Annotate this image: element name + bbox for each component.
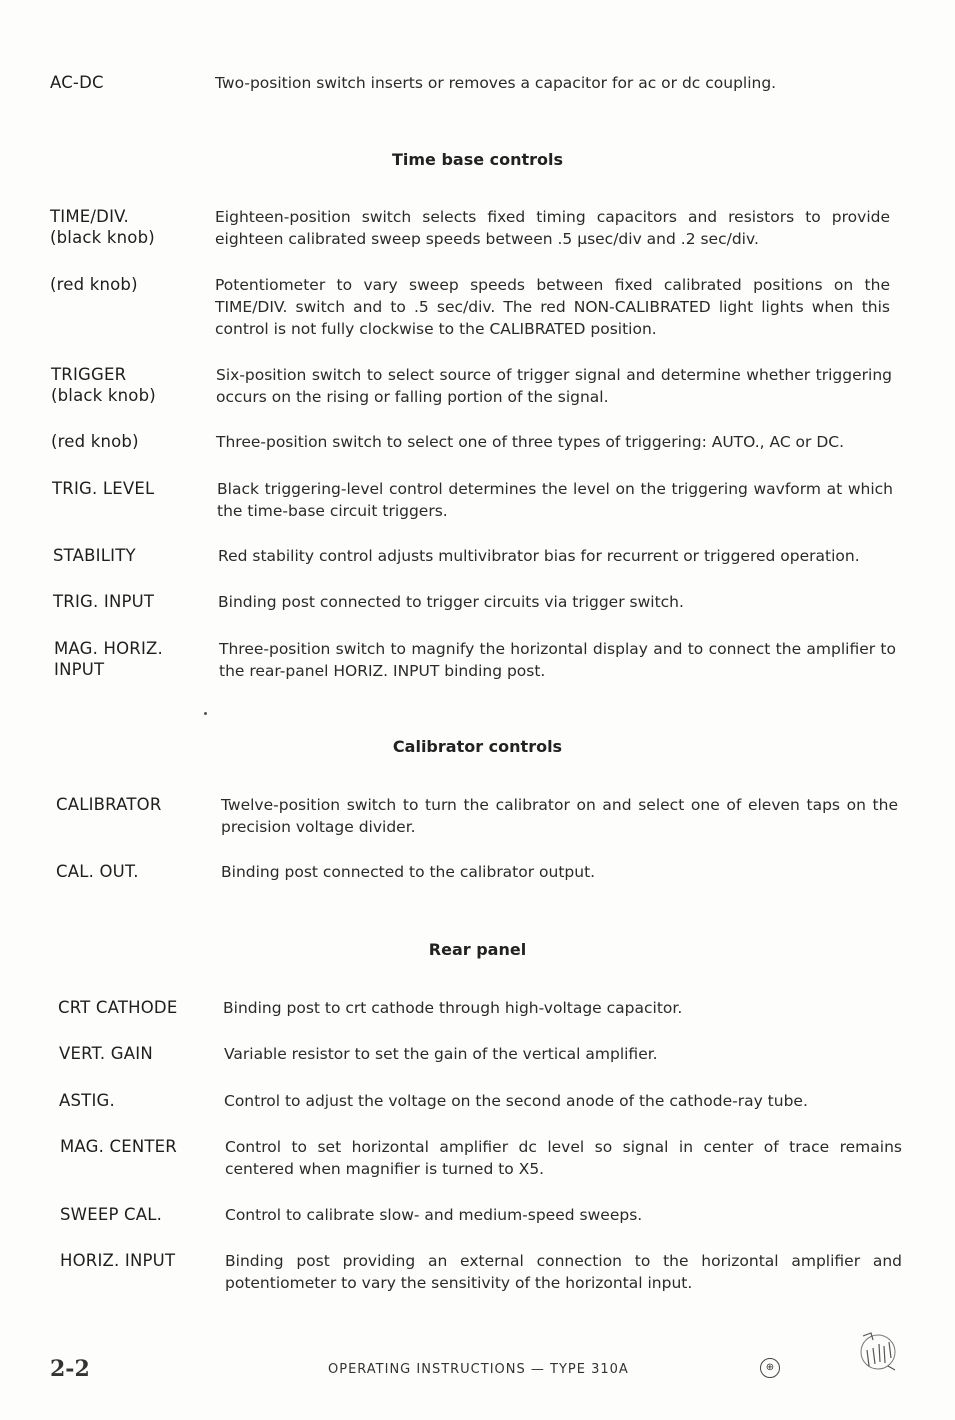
entry-cal-out bbox=[56, 861, 898, 883]
entry-desc: Control to calibrate slow- and medium-speed sweeps. bbox=[225, 1206, 643, 1224]
entry-desc: Binding post connected to trigger circuits via trigger switch. bbox=[218, 593, 684, 611]
entry-term: TRIG. INPUT bbox=[53, 592, 155, 611]
footer-title: OPERATING INSTRUCTIONS — TYPE 310A bbox=[328, 1362, 629, 1377]
entry-term: SWEEP CAL. bbox=[60, 1205, 163, 1224]
entry-term: TRIG. LEVEL bbox=[52, 479, 155, 498]
entry-term: (red knob) bbox=[50, 275, 138, 294]
entry-desc: Binding post connected to the calibrator output. bbox=[221, 863, 596, 881]
entry-calibrator bbox=[56, 794, 898, 838]
section-heading-rear-panel: Rear panel bbox=[428, 940, 527, 959]
entry-desc: Two-position switch inserts or removes a capacitor for ac or dc coupling. bbox=[215, 74, 777, 92]
entry-term: CRT CATHODE bbox=[58, 998, 178, 1017]
entry-term: MAG. CENTER bbox=[60, 1137, 177, 1156]
entry-trig-level bbox=[52, 478, 893, 522]
entry-term: AC-DC bbox=[50, 73, 104, 92]
entry-term: HORIZ. INPUT bbox=[60, 1251, 176, 1270]
entry-term: STABILITY bbox=[53, 546, 136, 565]
entry-desc: Potentiometer to vary sweep speeds between fixed calibrated positions on the TIME/DIV. switch and to .5 sec/div. The red NON-CALIBRATED light lights when this control is not fully clockwise to the CALIBRATED position. bbox=[215, 276, 890, 338]
entry-term: ASTIG. bbox=[59, 1091, 115, 1110]
entry-desc: Binding post providing an external connection to the horizontal amplifier and potentiometer to vary the sensitivity of the horizontal input. bbox=[225, 1252, 902, 1292]
entry-desc: Eighteen-position switch selects fixed timing capacitors and resistors to provide eighteen calibrated sweep speeds between .5 μsec/div and .2 sec/div. bbox=[215, 208, 890, 248]
entry-desc: Red stability control adjusts multivibrator bias for recurrent or triggered operation. bbox=[218, 547, 860, 565]
entry-term: CALIBRATOR bbox=[56, 795, 162, 814]
entry-term: TRIGGER (black knob) bbox=[51, 365, 156, 405]
entry-astig bbox=[59, 1090, 904, 1112]
entry-stability bbox=[53, 545, 908, 567]
entry-desc: Binding post to crt cathode through high-voltage capacitor. bbox=[223, 999, 683, 1017]
entry-term: MAG. HORIZ. INPUT bbox=[54, 639, 163, 679]
section-heading-calibrator: Calibrator controls bbox=[392, 737, 563, 756]
entry-term: CAL. OUT. bbox=[56, 862, 139, 881]
page-footer bbox=[50, 1356, 910, 1386]
entry-desc: Control to adjust the voltage on the second anode of the cathode-ray tube. bbox=[224, 1092, 808, 1110]
entry-desc: Three-position switch to select one of three types of triggering: AUTO., AC or DC. bbox=[216, 433, 845, 451]
entry-term: VERT. GAIN bbox=[59, 1044, 153, 1063]
entry-vert-gain bbox=[59, 1043, 901, 1065]
entry-sweep-cal bbox=[60, 1204, 902, 1226]
entry-trig-input bbox=[53, 591, 894, 613]
entry-trigger-red-knob bbox=[51, 431, 906, 453]
entry-term: (red knob) bbox=[51, 432, 139, 451]
entry-time-div-red-knob bbox=[50, 274, 890, 340]
stamp-icon bbox=[855, 1328, 901, 1374]
entry-desc: Twelve-position switch to turn the calibrator on and select one of eleven taps on the precision voltage divider. bbox=[221, 796, 898, 836]
entry-desc: Variable resistor to set the gain of the vertical amplifier. bbox=[224, 1045, 658, 1063]
speck bbox=[204, 712, 207, 715]
entry-desc: Three-position switch to magnify the horizontal display and to connect the amplifier to the rear-panel HORIZ. INPUT binding post. bbox=[219, 640, 896, 680]
entry-horiz-input bbox=[60, 1250, 902, 1294]
page-number: 2-2 bbox=[50, 1356, 90, 1382]
tektronix-logo-icon: ⊕ bbox=[760, 1358, 780, 1378]
section-heading-time-base: Time base controls bbox=[391, 150, 564, 169]
entry-trigger bbox=[51, 364, 892, 408]
entry-term: TIME/DIV. (black knob) bbox=[50, 207, 155, 247]
entry-ac-dc bbox=[50, 72, 895, 94]
entry-mag-center bbox=[60, 1136, 902, 1180]
entry-desc: Six-position switch to select source of trigger signal and determine whether triggering occurs on the rising or falling portion of the signal. bbox=[216, 366, 892, 406]
entry-desc: Control to set horizontal amplifier dc level so signal in center of trace remains centered when magnifier is turned to X5. bbox=[225, 1138, 902, 1178]
entry-time-div bbox=[50, 206, 890, 250]
entry-desc: Black triggering-level control determines the level on the triggering wavform at which the time-base circuit triggers. bbox=[217, 480, 893, 520]
entry-mag-horiz-input bbox=[54, 638, 896, 682]
entry-crt-cathode bbox=[58, 997, 900, 1019]
